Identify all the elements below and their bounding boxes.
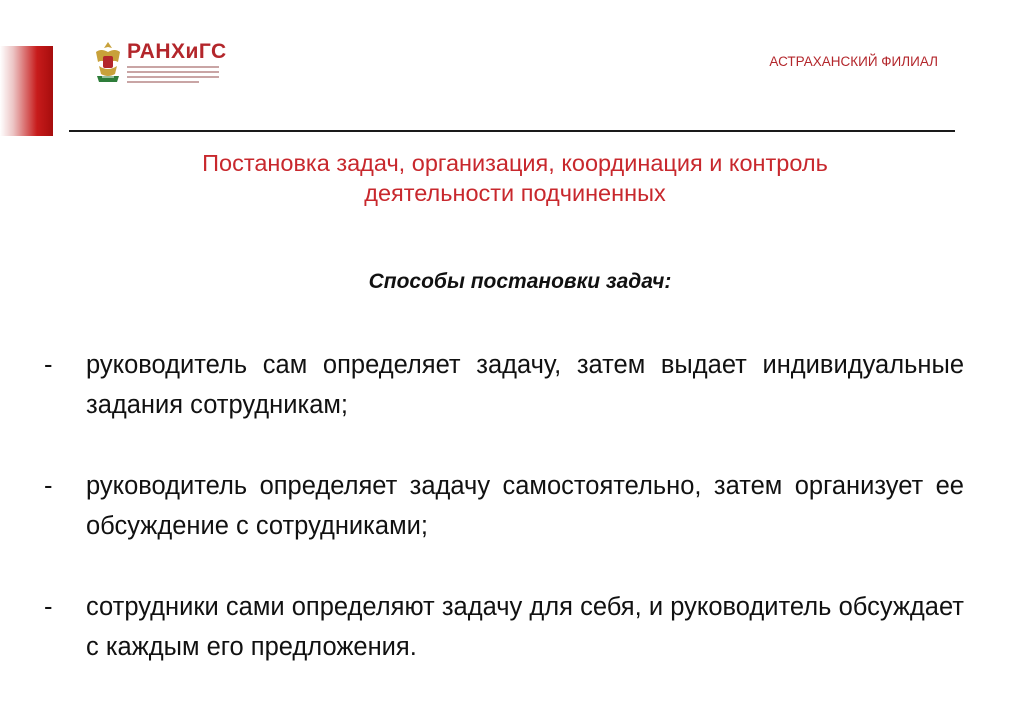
eagle-emblem-icon (93, 40, 123, 84)
logo-caption-lines (127, 66, 219, 86)
slide-subtitle: Способы постановки задач: (368, 270, 672, 293)
list-item (40, 466, 964, 546)
list-dash: - (44, 593, 53, 621)
header-divider (69, 130, 955, 132)
slide-title (70, 148, 960, 208)
list-item-text: руководитель сам определяет задачу, затем выдает индивидуальные задания сотрудникам; (86, 351, 964, 419)
slide-title-line-1: Постановка задач, организация, координация и контроль (202, 150, 828, 176)
list-dash: - (44, 472, 53, 500)
list-item (40, 587, 964, 667)
list-item (40, 345, 964, 425)
side-accent-bar (0, 46, 53, 136)
slide-title-line-2: деятельности подчиненных (364, 180, 666, 206)
list-item-text: сотрудники сами определяют задачу для себя, и руководитель обсуждает с каждым его предложения. (86, 593, 964, 661)
branch-label: АСТРАХАНСКИЙ ФИЛИАЛ (769, 54, 938, 69)
methods-list (40, 345, 964, 708)
list-item-text: руководитель определяет задачу самостоятельно, затем организует ее обсуждение с сотрудниками; (86, 472, 964, 540)
logo-text: РАНХиГС (127, 40, 227, 63)
ranepa-logo (93, 38, 233, 88)
list-dash: - (44, 351, 53, 379)
